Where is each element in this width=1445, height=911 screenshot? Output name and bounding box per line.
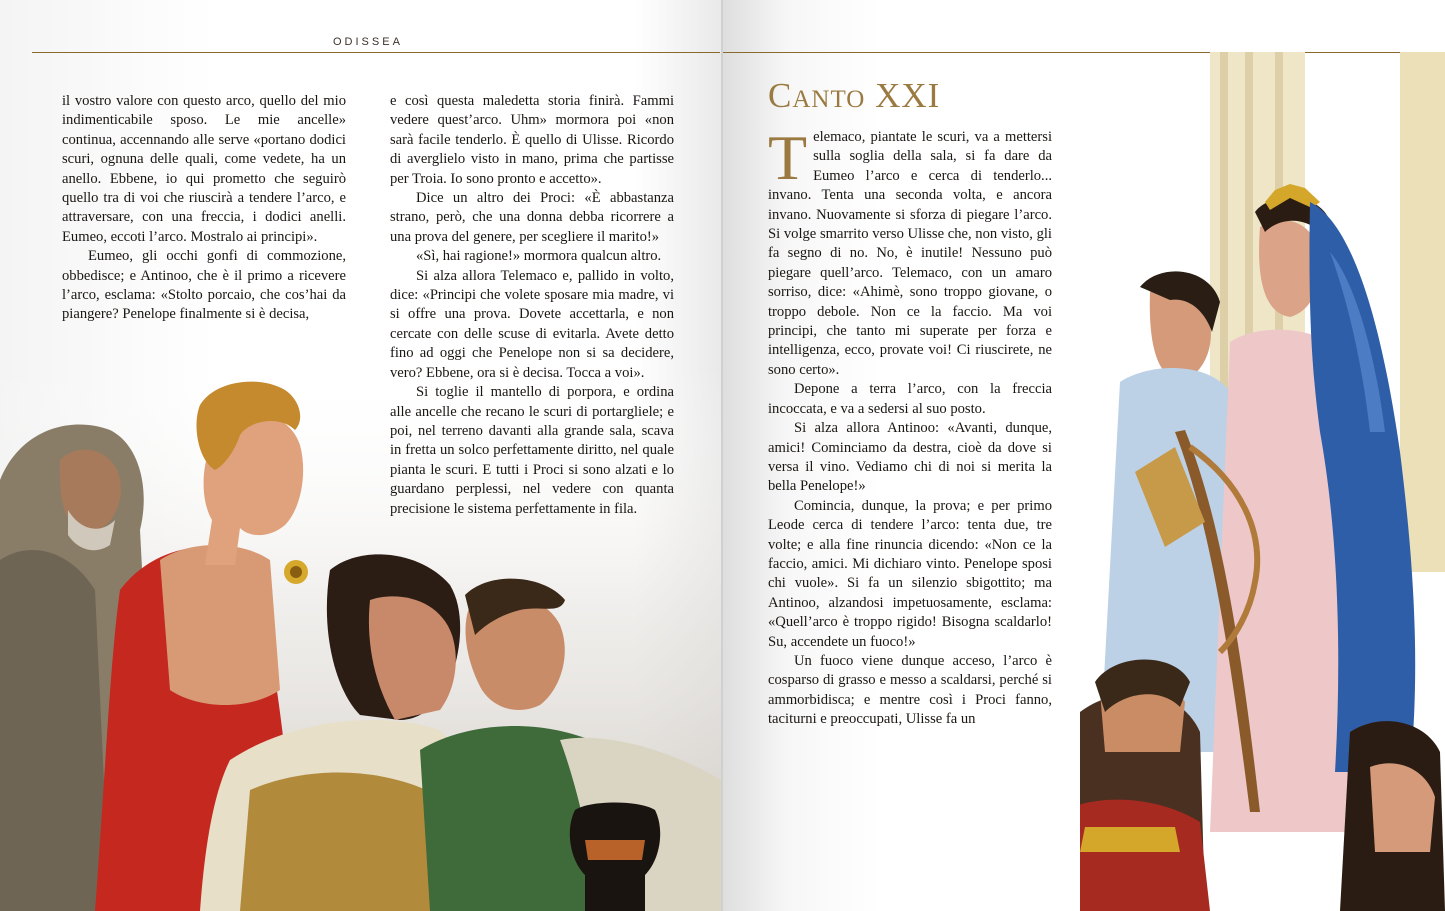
- running-head: ODISSEA: [333, 36, 403, 48]
- paragraph-text: elemaco, piantate le scuri, va a mettersi sulla soglia della sala, si fa dare da Eumeo l’arco e cerca di tenderlo... invano. Tenta una seconda volta, e ancora invano. Nuovamente si sforza di piegare l’arco. Si volge smarrito verso Ulisse che, non visto, gli fa segno di no. No, è inutile! Nessuno può piegare quell’arco. Telemaco, con un amaro sorriso, dice: «Ahimè, sono troppo giovane, o troppo debole. Non ce la faccio. Ma voi principi, che tanto mi superate per forza e intelligenza, ecco, provate voi! Ci riuscirete, ne sono certo».: [768, 129, 1052, 378]
- paragraph: Depone a terra l’arco, con la freccia incoccata, e va a sedersi al suo posto.: [768, 381, 1052, 417]
- paragraph: «Sì, hai ragione!» mormora qualcun altro.: [416, 248, 662, 265]
- paragraph: Comincia, dunque, la prova; e per primo Leode cerca di tendere l’arco: tenta due, tre volte; e alla fine rinuncia dicendo: «Non ce la faccio, amici. Mi dichiaro vinto. Penelope sposi chi vuole». Si fa un silenzio sbigottito; ma Antinoo, alzandosi impetuosamente, esclama: «Quell’arco è troppo rigido! Bisogna scaldarlo! Su, accendete un fuoco!»: [768, 497, 1052, 650]
- right-column: [768, 122, 1052, 730]
- penelope-illustration: [1080, 52, 1445, 911]
- paragraph: Dice un altro dei Proci: «È abbastanza strano, però, che una donna debba ricorrere a una prova del genere, per scegliere il marito!»: [390, 190, 674, 245]
- paragraph: Si alza allora Telemaco e, pallido in volto, dice: «Principi che volete sposare mia madre, vi si offre una prova. Dovete accettarla, e non cercate con delle scuse di evitarla. Avete detto fino ad oggi che Penelope non si sa decidere, vero? Ebbene, ora si è decisa. Tocca a voi».: [390, 267, 674, 381]
- drop-cap: T: [768, 122, 808, 193]
- left-column-2: [390, 92, 674, 519]
- paragraph: Si alza allora Antinoo: «Avanti, dunque, amici! Cominciamo da destra, cioè da dove si versa il vino. Vediamo chi di noi si merita la bella Penelope!»: [768, 420, 1052, 495]
- paragraph: [768, 122, 1052, 380]
- header-rule-left: [32, 52, 720, 53]
- paragraph: e così questa maledetta storia finirà. Fammi vedere quest’arco. Uhm» mormora poi «non sarà facile tenderlo. È quello di Ulisse. Ricordo di averglielo visto in mano, prima che partisse per Troia. Io sono pronto e accetto».: [390, 93, 674, 187]
- paragraph: Si toglie il mantello di porpora, e ordina alle ancelle che recano le scuri di portargliele; e poi, nel terreno davanti alla grande sala, scava in fretta un solco perfettamente diritto, nel quale pianta le scuri. E tutti i Proci si sono alzati e lo guardano perplessi, nel vedere con quanta precisione le sistema perfettamente in fila.: [390, 384, 674, 517]
- left-column-1: [62, 92, 346, 325]
- chapter-title: Canto XXI: [768, 76, 941, 115]
- paragraph: Eumeo, gli occhi gonfi di commozione, obbedisce; e Antinoo, che è il primo a ricevere l’arco, esclama: «Stolto porcaio, che cos’hai da piangere? Penelope finalmente si è decisa,: [62, 248, 346, 323]
- book-gutter: [721, 0, 723, 911]
- paragraph: il vostro valore con questo arco, quello del mio indimenticabile sposo. Le mie ancelle» continua, accennando alle serve «portano dodici scuri, ognuna delle quali, come vedete, ha un anello. Ebbene, io qui prometto che seguirò quello tra di voi che riuscirà a tendere l’arco, e attraversare, con una freccia, i dodici anelli. Eumeo, eccoti l’arco. Mostralo ai principi».: [62, 93, 346, 245]
- paragraph: Un fuoco viene dunque acceso, l’arco è cosparso di grasso e messo a scaldarsi, perché si ammorbidisca; e mentre così i Proci fanno, taciturni e preoccupati, Ulisse fa un: [768, 652, 1052, 728]
